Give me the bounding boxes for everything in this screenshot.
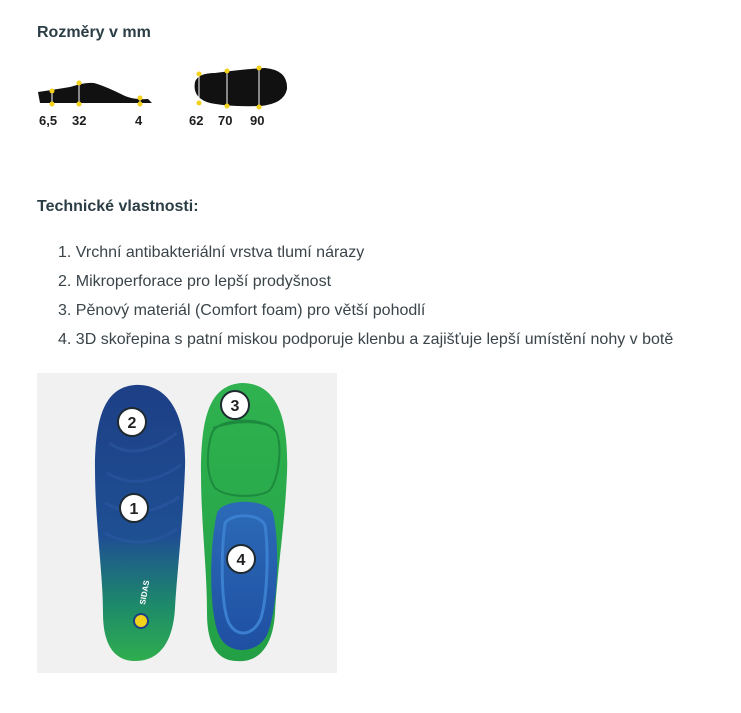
dimensions-heading: Rozměry v mm <box>37 24 151 41</box>
dimension-label: 90 <box>250 113 265 128</box>
badge-1: 1 <box>119 493 149 523</box>
dimension-label: 4 <box>135 113 143 128</box>
marker-dot <box>138 96 143 101</box>
dimension-label: 62 <box>189 113 204 128</box>
badge-4: 4 <box>226 544 256 574</box>
badge-2: 2 <box>117 407 147 437</box>
marker-dot <box>257 66 262 71</box>
marker-dot <box>257 105 262 110</box>
technical-heading: Technické vlastnosti: <box>37 198 199 215</box>
marker-dot <box>50 89 55 94</box>
dimension-label: 32 <box>72 113 87 128</box>
insole-photo <box>37 373 337 673</box>
marker-dot <box>50 102 55 107</box>
feature-item: 3. Pěnový materiál (Comfort foam) pro větší pohodlí <box>58 302 426 319</box>
badge-3: 3 <box>220 390 250 420</box>
marker-dot <box>197 101 202 106</box>
marker-dot <box>225 69 230 74</box>
feature-item: 4. 3D skořepina s patní miskou podporuje klenbu a zajišťuje lepší umístění nohy v botě <box>58 331 674 348</box>
feature-item: 2. Mikroperforace pro lepší prodyšnost <box>58 273 332 290</box>
marker-dot <box>77 102 82 107</box>
feature-item: 1. Vrchní antibakteriální vrstva tlumí nárazy <box>58 244 365 261</box>
feature-list <box>58 242 673 358</box>
dimension-label: 6,5 <box>39 113 58 128</box>
brand-text: SIDAS <box>138 579 152 606</box>
marker-dot <box>138 102 143 107</box>
insole-illustration <box>37 373 337 673</box>
insole-top-view <box>195 68 287 106</box>
marker-dot <box>77 81 82 86</box>
brand-logo <box>134 614 148 628</box>
insole-dimensions-diagram <box>30 62 292 112</box>
marker-dot <box>225 104 230 109</box>
insole-side-profile <box>38 83 152 103</box>
dimension-label: 70 <box>218 113 233 128</box>
marker-dot <box>197 72 202 77</box>
